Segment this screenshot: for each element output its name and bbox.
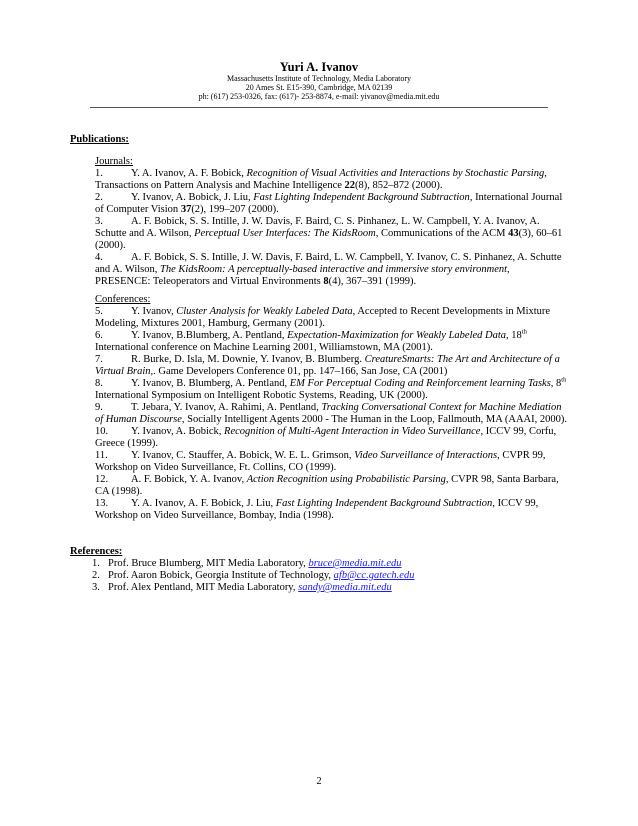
list-item: 12. A. F. Bobick, Y. A. Ivanov, Action Recognition using Probabilistic Parsing, CVPR 98, Santa Barbara, CA (1998). <box>95 474 559 497</box>
header-divider <box>90 107 548 108</box>
address: 20 Ames St. E15-390, Cambridge, MA 02139 <box>245 83 393 92</box>
list-item: 6. Y. Ivanov, B.Blumberg, A. Pentland, Expectation-Maximization for Weakly Labeled Data, 18th International conference on Machine Learning 2001, Williamstown, MA (2001). <box>95 328 527 353</box>
list-item: 8. Y. Ivanov, B. Blumberg, A. Pentland, EM For Perceptual Coding and Reinforcement learning Tasks, 8th International Symposium on Intelligent Robotic Systems, Reading, UK (2000). <box>95 376 567 401</box>
list-item: 1. Y. A. Ivanov, A. F. Bobick, Recognition of Visual Activities and Interactions by Stochastic Parsing, Transactions on Pattern Analysis and Machine Intelligence 22(8), 852–872 (2000). <box>95 168 547 191</box>
contact-line: ph: (617) 253-0326, fax: (617)- 253-8874, e-mail: yivanov@media.mit.edu <box>198 92 440 101</box>
list-item: 5. Y. Ivanov, Cluster Analysis for Weakly Labeled Data, Accepted to Recent Developments in Mixture Modeling, Mixtures 2001, Hamburg, Germany (2001). <box>95 306 551 329</box>
email-link[interactable]: sandy@media.mit.edu <box>298 582 392 593</box>
list-item: 2. Prof. Aaron Bobick, Georgia Institute of Technology, afb@cc.gatech.edu <box>92 570 415 581</box>
page-number: 2 <box>316 776 322 787</box>
references-heading: References: <box>70 546 123 557</box>
list-item: 2. Y. Ivanov, A. Bobick, J. Liu, Fast Lighting Independent Background Subtraction, International Journal of Computer Vision 37(2), 199–207 (2000). <box>95 192 563 215</box>
publications-heading: Publications: <box>70 134 129 145</box>
list-item: 3. A. F. Bobick, S. S. Intille, J. W. Davis, F. Baird, C. S. Pinhanez, L. W. Campbell, Y. A. Ivanov, A. Schutte and A. Wilson, Perceptual User Interfaces: The KidsRoom, Communications of the ACM 43(3), 60–61 (2000). <box>95 216 563 251</box>
list-item: 13. Y. A. Ivanov, A. F. Bobick, J. Liu, Fast Lighting Independent Background Subtraction, ICCV 99, Workshop on Video Surveillance, Bombay, India (1998). <box>95 498 539 521</box>
list-item: 9. T. Jebara, Y. Ivanov, A. Rahimi, A. Pentland, Tracking Conversational Context for Machine Mediation of Human Discourse, Socially Intelligent Agents 2000 - The Human in the Loop, Fallmouth, MA (AAAI, 2000). <box>95 402 567 425</box>
affiliation: Massachusetts Institute of Technology, Media Laboratory <box>226 74 412 83</box>
author-name: Yuri A. Ivanov <box>279 60 359 74</box>
list-item: 3. Prof. Alex Pentland, MIT Media Laboratory, sandy@media.mit.edu <box>92 582 392 593</box>
list-item: 1. Prof. Bruce Blumberg, MIT Media Laboratory, bruce@media.mit.edu <box>92 558 402 569</box>
email-link[interactable]: afb@cc.gatech.edu <box>333 570 415 581</box>
list-item: 7. R. Burke, D. Isla, M. Downie, Y. Ivanov, B. Blumberg. CreatureSmarts: The Art and Architecture of a Virtual Brain,. Game Developers Conference 01, pp. 147–166, San Jose, CA (2001) <box>95 354 560 377</box>
email-link[interactable]: bruce@media.mit.edu <box>308 558 402 569</box>
list-item: 4. A. F. Bobick, S. S. Intille, J. W. Davis, F. Baird, L. W. Campbell, Y. Ivanov, C. S. Pinhanez, A. Schutte and A. Wilson, The KidsRoom: A perceptually-based interactive and immersive story environment, PRESENCE: Teleoperators and Virtual Environments 8(4), 367–391 (1999). <box>95 252 562 287</box>
list-item: 11. Y. Ivanov, C. Stauffer, A. Bobick, W. E. L. Grimson, Video Surveillance of Interactions, CVPR 99, Workshop on Video Surveillance, Ft. Collins, CO (1999). <box>95 450 546 473</box>
journals-list <box>95 168 567 288</box>
journals-heading: Journals: <box>95 156 133 167</box>
references-list <box>92 558 572 594</box>
conferences-list <box>95 306 567 522</box>
conferences-heading: Conferences: <box>95 294 151 305</box>
list-item: 10. Y. Ivanov, A. Bobick, Recognition of Multi-Agent Interaction in Video Surveillance, ICCV 99, Corfu, Greece (1999). <box>95 426 557 449</box>
